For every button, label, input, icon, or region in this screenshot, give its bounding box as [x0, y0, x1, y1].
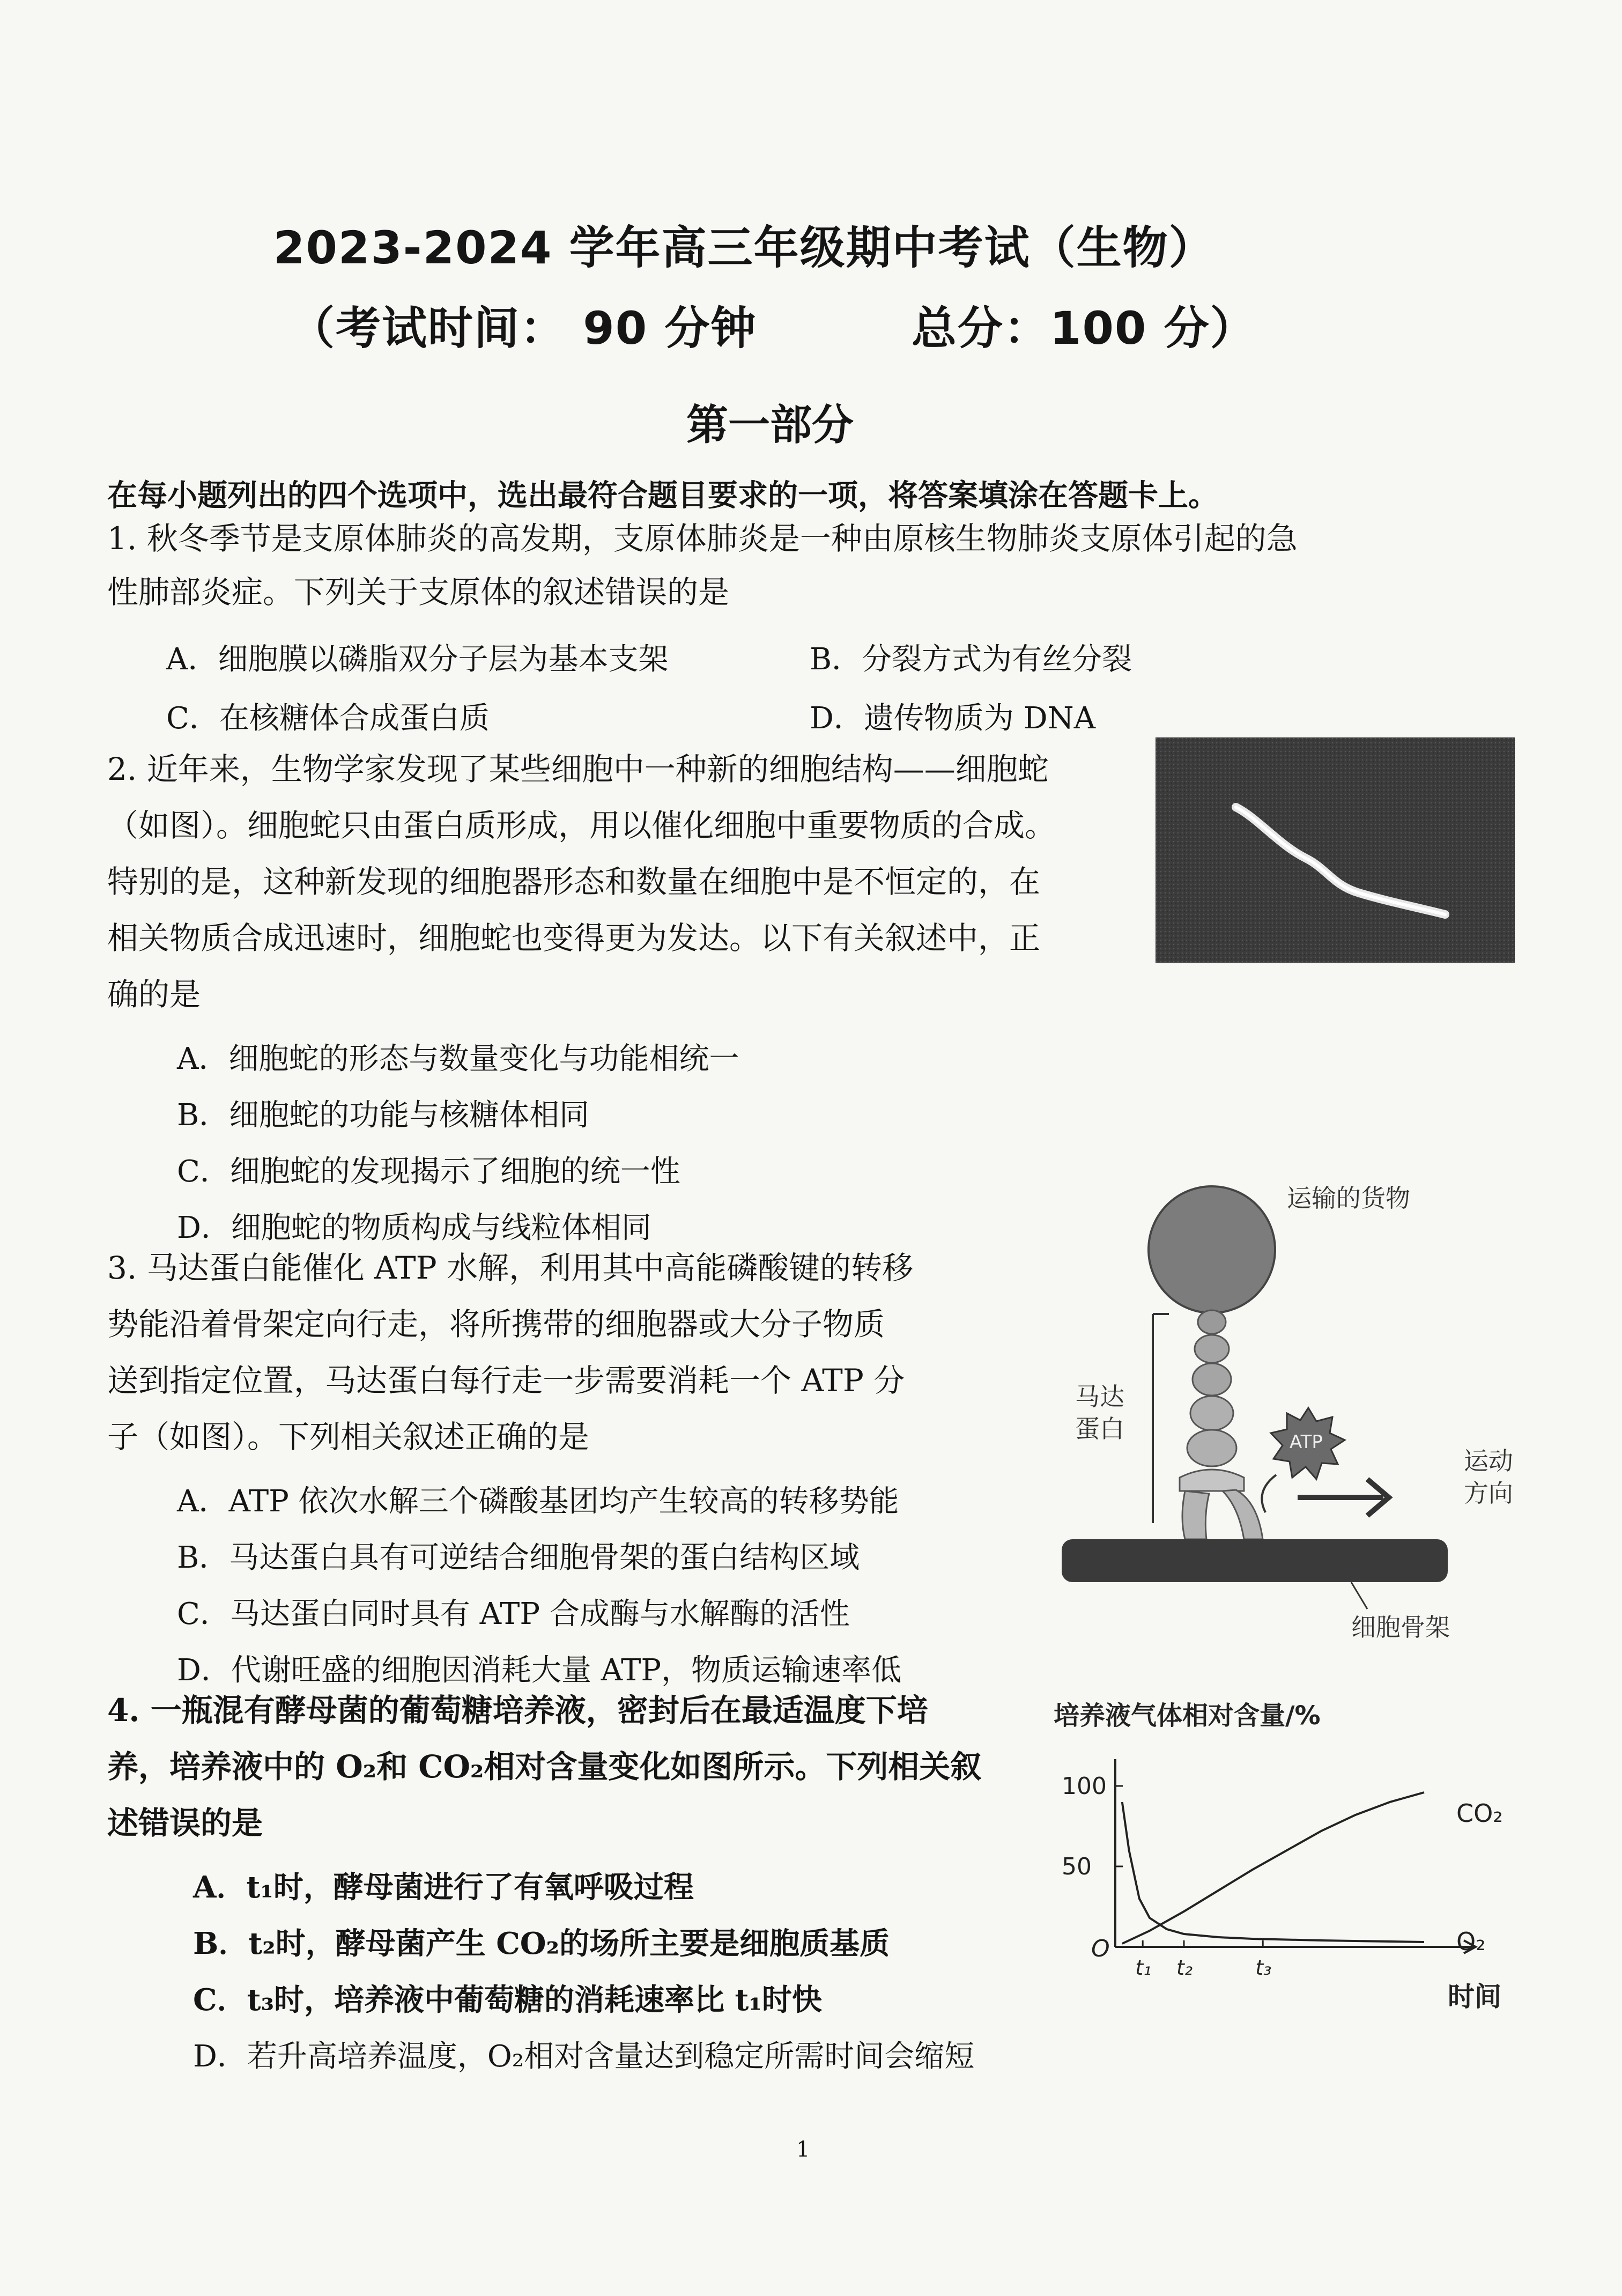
x-tick-label-2: t₂	[1176, 1956, 1193, 1980]
q3-option-d: D．代谢旺盛的细胞因消耗大量 ATP，物质运输速率低	[177, 1653, 902, 1688]
q4-stem-line3: 述错误的是	[107, 1805, 263, 1841]
q1-option-a: A．细胞膜以磷脂双分子层为基本支架	[166, 642, 669, 677]
q2-stem-line4: 相关物质合成迅速时，细胞蛇也变得更为发达。以下有关叙述中，正	[107, 920, 1041, 956]
q1-stem-line1: 1. 秋冬季节是支原体肺炎的高发期，支原体肺炎是一种由原核生物肺炎支原体引起的急	[107, 520, 1298, 557]
q4-option-a: A．t₁时，酵母菌进行了有氧呼吸过程	[193, 1870, 694, 1905]
exam-total-score: 总分：100 分）	[912, 302, 1256, 355]
atp-label: ATP	[1290, 1431, 1323, 1453]
exam-title: 2023-2024 学年高三年级期中考试（生物）	[273, 222, 1215, 274]
y-tick-label-100: 100	[1062, 1773, 1107, 1800]
exam-time: （考试时间： 90 分钟	[290, 302, 757, 355]
motor-label-1: 马达	[1075, 1382, 1124, 1411]
series-line-co2	[1122, 1792, 1424, 1944]
chart-title: 培养液气体相对含量/%	[1054, 1701, 1321, 1731]
q2-stem-line1: 2. 近年来，生物学家发现了某些细胞中一种新的细胞结构——细胞蛇	[107, 751, 1049, 787]
q4-option-b: B．t₂时，酵母菌产生 CO₂的场所主要是细胞质基质	[193, 1926, 890, 1961]
q2-option-d: D．细胞蛇的物质构成与线粒体相同	[177, 1210, 651, 1245]
series-label-co2: CO₂	[1456, 1799, 1503, 1828]
origin-label: O	[1091, 1935, 1110, 1962]
direction-label-2: 方向	[1464, 1479, 1513, 1508]
q2-stem-line3: 特别的是，这种新发现的细胞器形态和数量在细胞中是不恒定的，在	[107, 863, 1041, 900]
q3-option-c: C．马达蛋白同时具有 ATP 合成酶与水解酶的活性	[177, 1597, 850, 1631]
motor-protein-figure	[1051, 1169, 1523, 1641]
q3-stem-line1: 3. 马达蛋白能催化 ATP 水解，利用其中高能磷酸键的转移	[107, 1250, 914, 1286]
x-tick-label-1: t₁	[1135, 1956, 1152, 1980]
cell-snake-micrograph	[1156, 737, 1515, 963]
q2-option-b: B．细胞蛇的功能与核糖体相同	[177, 1098, 590, 1133]
gas-content-chart	[1051, 1695, 1534, 2027]
cargo-label: 运输的货物	[1287, 1184, 1410, 1213]
q2-stem-line2: （如图）。细胞蛇只由蛋白质形成，用以催化细胞中重要物质的合成。	[107, 807, 1056, 844]
q3-stem-line3: 送到指定位置，马达蛋白每行走一步需要消耗一个 ATP 分	[107, 1362, 905, 1399]
page-number: 1	[796, 2137, 810, 2162]
cytoskeleton-bar	[1062, 1539, 1448, 1582]
direction-label-1: 运动	[1464, 1446, 1513, 1475]
q3-option-b: B．马达蛋白具有可逆结合细胞骨架的蛋白结构区域	[177, 1540, 860, 1575]
series-label-o2: O₂	[1456, 1927, 1486, 1956]
section-instruction: 在每小题列出的四个选项中，选出最符合题目要求的一项，将答案填涂在答题卡上。	[107, 478, 1218, 513]
q1-option-b: B．分裂方式为有丝分裂	[810, 642, 1132, 677]
motor-label-2: 蛋白	[1075, 1414, 1124, 1443]
q4-option-d: D．若升高培养温度，O₂相对含量达到稳定所需时间会缩短	[193, 2039, 975, 2074]
q3-stem-line2: 势能沿着骨架定向行走，将所携带的细胞器或大分子物质	[107, 1306, 885, 1342]
q2-stem-line5: 确的是	[107, 976, 201, 1013]
section-title: 第一部分	[686, 401, 854, 449]
q1-stem-line2: 性肺部炎症。下列关于支原体的叙述错误的是	[107, 574, 730, 610]
q3-stem-line4: 子（如图）。下列相关叙述正确的是	[107, 1419, 590, 1455]
q1-option-c: C．在核糖体合成蛋白质	[166, 701, 490, 736]
q2-option-c: C．细胞蛇的发现揭示了细胞的统一性	[177, 1154, 680, 1189]
q1-option-d: D．遗传物质为 DNA	[810, 701, 1096, 736]
q4-option-c: C．t₃时，培养液中葡萄糖的消耗速率比 t₁时快	[193, 1982, 822, 2018]
q4-stem-line2: 养，培养液中的 O₂和 CO₂相对含量变化如图所示。下列相关叙	[107, 1748, 982, 1785]
q2-option-a: A．细胞蛇的形态与数量变化与功能相统一	[177, 1042, 739, 1076]
y-tick-label-50: 50	[1062, 1853, 1092, 1880]
x-tick-label-3: t₃	[1255, 1956, 1272, 1980]
q3-option-a: A．ATP 依次水解三个磷酸基团均产生较高的转移势能	[177, 1484, 899, 1519]
x-axis-label: 时间	[1448, 1981, 1501, 2012]
q4-stem-line1: 4. 一瓶混有酵母菌的葡萄糖培养液，密封后在最适温度下培	[107, 1692, 928, 1729]
skeleton-label: 细胞骨架	[1351, 1613, 1450, 1641]
